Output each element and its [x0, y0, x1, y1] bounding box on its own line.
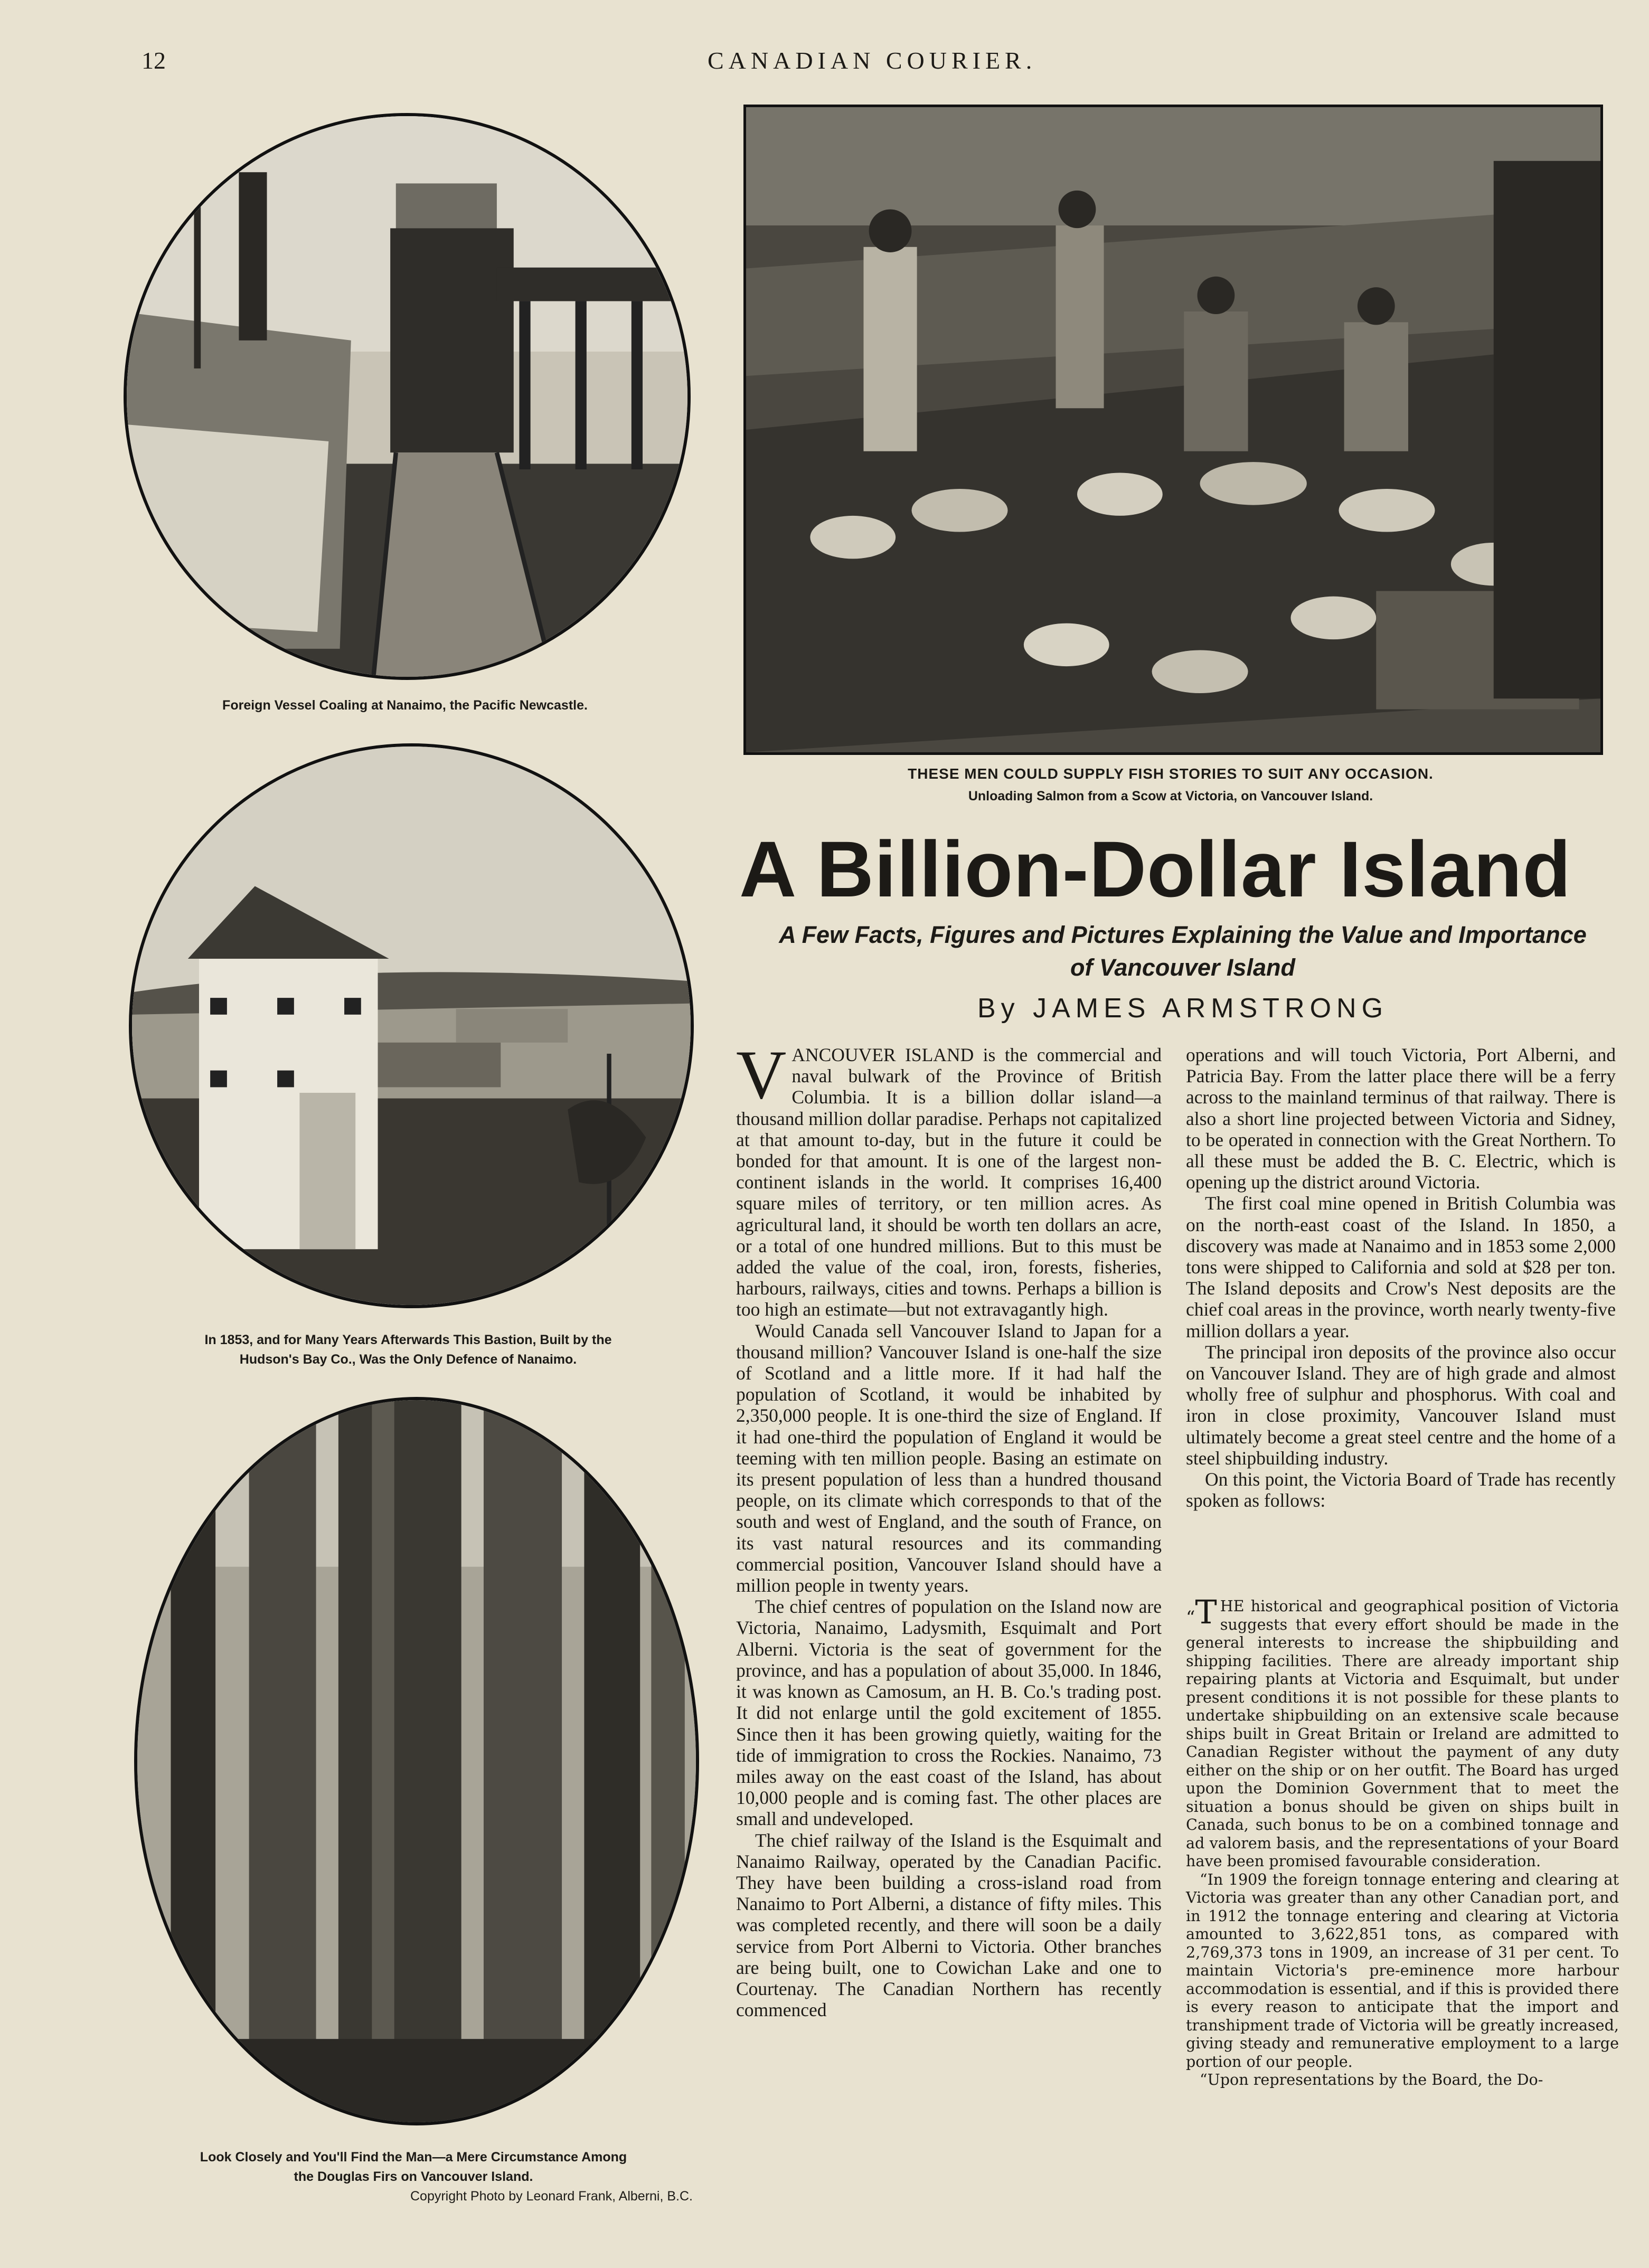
bastion-icon: [132, 746, 691, 1305]
caption-bastion-line-1: In 1853, and for Many Years Afterwards This Bastion, Built by the: [204, 1333, 612, 1347]
paragraph: “T HE historical and geographical position of Victoria suggests that every effort should be made in the general interests to increase the shipbuilding and shipping facilities. There are already important ship repairing plants at Victoria and Esquimalt, but under present conditions it is not possible for these plants to undertake shipbuilding on an extensive scale because ships built in Great Britain or Ireland are admitted to Canadian Register without the payment of any duty either on the ship or on her outfit. The Board has urged upon the Dominion Government that to meet the situation a bonus should be given on ships built in Canada, such bonus to be on a combined tonnage and ad valorem basis, and the representations of your Board have been promised favourable consideration.: [1186, 1593, 1619, 1870]
paragraph: Would Canada sell Vancouver Island to Japan for a thousand million? Vancouver Island is one-half the size of Scotland and a little more. If it had half the population of Scotland, it would be inhabited by 2,350,000 people. It is one-third the size of England. If it had one-third the population of England it would be teeming with ten million people. Basing an estimate on its present population of less than a hundred thousand people, on its climate which corresponds to that of the south and west of England, and the south of France, on its vast natural resources and its commanding commercial position, Vancouver Island should have a million people in twenty years.: [736, 1320, 1162, 1596]
dek-line-1: A Few Facts, Figures and Pictures Explaining the Value and Importance: [779, 921, 1587, 948]
paragraph: The first coal mine opened in British Columbia was on the north-east coast of the Island. In 1850, a discovery was made at Nanaimo and in 1853 some 2,000 tons were shipped to California and sold at $28 per ton. The Island deposits and Crow's Nest deposits are the chief coal areas in the province, worth nearly twenty-five million dollars a year.: [1186, 1193, 1616, 1341]
caption-coaling: Foreign Vessel Coaling at Nanaimo, the Pacific Newcastle.: [222, 698, 588, 713]
drop-cap: V: [736, 1036, 787, 1113]
caption-bastion-line-2: Hudson's Bay Co., Was the Only Defence of Nanaimo.: [239, 1352, 577, 1367]
board-of-trade-quote: [1186, 1593, 1619, 2089]
paragraph: On this point, the Victoria Board of Trade has recently spoken as follows:: [1186, 1469, 1616, 1511]
publication-title: CANADIAN COURIER.: [708, 47, 1037, 74]
caption-fish-sub: Unloading Salmon from a Scow at Victoria, on Vancouver Island.: [968, 789, 1373, 804]
photo-unloading-salmon: [743, 105, 1603, 755]
forest-icon: [137, 1400, 696, 2122]
paragraph: operations and will touch Victoria, Port Alberni, and Patricia Bay. From the latter place there will be a ferry across to the mainland terminus of that railway. There is also a short line projected between Victoria and Sidney, to be operated in connection with the Great Northern. To all these must be added the B. C. Electric, which is opening up the district around Victoria.: [1186, 1044, 1616, 1193]
caption-fish-title: THESE MEN COULD SUPPLY FISH STORIES TO SUIT ANY OCCASION.: [908, 766, 1434, 782]
page-number: 12: [142, 47, 166, 74]
dek-line-2: of Vancouver Island: [1070, 954, 1295, 981]
caption-firs-line-2: the Douglas Firs on Vancouver Island.: [294, 2169, 533, 2184]
article-dek: [750, 919, 1616, 984]
quote-drop-cap: “T: [1186, 1593, 1217, 1631]
article-headline: A Billion-Dollar Island: [739, 825, 1571, 913]
fish-scow-icon: [746, 107, 1600, 752]
paragraph: “In 1909 the foreign tonnage entering and clearing at Victoria was greater than any other Canadian port, and in 1912 the tonnage entering and clearing at Victoria amounted to 3,622,851 tons, as compared with 2,769,373 tons in 1909, an increase of 31 per cent. To maintain Victoria's pre-eminence more harbour accommodation is essential, and if this is provided there is every reason to anticipate that the import and transhipment trade of Victoria will be greatly increased, giving steady and remunerative employment to a large portion of our people.: [1186, 1870, 1619, 2071]
paragraph: The chief centres of population on the Island now are Victoria, Nanaimo, Ladysmith, Esquimalt and Port Alberni. Victoria is the seat of government for the province, and has a population of about 35,000. In 1846, it was known as Camosum, an H. B. Co.'s trading post. It did not enlarge until the gold excitement of 1855. Since then it has been growing quietly, waiting for the tide of immigration to cross the Rockies. Nanaimo, 73 miles away on the east coast of the Island, has about 10,000 people and is coming fast. The other places are small and undeveloped.: [736, 1596, 1162, 1830]
photo-douglas-firs: [134, 1397, 699, 2125]
ship-wharf-icon: [127, 116, 687, 677]
paragraph: VANCOUVER ISLAND is the commercial and naval bulwark of the Province of British Columbia. It is a billion dollar island—a thousand million dollar paradise. Perhaps not capitalized at that amount to-day, but in the future it could be bonded for that amount. It is one of the largest non-continent islands in the world. It comprises 16,400 square miles of territory, or ten million acres. As agricultural land, it should be worth ten dollars an acre, or a total of one hundred millions. But to this must be added the value of the coal, iron, forests, fisheries, harbours, railways, cities and towns. Perhaps a billion is too high an estimate—but not extravagantly high.: [736, 1036, 1162, 1320]
photo-bastion: [129, 743, 694, 1308]
photo-coaling-vessel: [124, 113, 691, 680]
caption-firs-line-1: Look Closely and You'll Find the Man—a Mere Circumstance Among: [200, 2150, 627, 2165]
paragraph: The chief railway of the Island is the Esquimalt and Nanaimo Railway, operated by the Canadian Pacific. They have been building a cross-island road from Nanaimo to Port Alberni, a distance of fifty miles. This was completed recently, and there will soon be a daily service from Port Alberni to Victoria. Other branches are being built, one to Cowichan Lake and one to Courtenay. The Canadian Northern has recently commenced: [736, 1829, 1162, 2021]
article-column-1: [736, 1036, 1162, 2021]
paragraph: The principal iron deposits of the province also occur on Vancouver Island. They are of high grade and almost wholly free of sulphur and phosphorus. With coal and iron in close proximity, Vancouver Island must ultimately become a great steel centre and the home of a steel shipbuilding industry.: [1186, 1341, 1616, 1469]
paragraph: “Upon representations by the Board, the Do-: [1200, 2071, 1543, 2089]
byline: By JAMES ARMSTRONG: [977, 993, 1389, 1024]
article-column-2: [1186, 1044, 1616, 1511]
caption-photo-credit: Copyright Photo by Leonard Frank, Alberni, B.C.: [410, 2189, 693, 2204]
